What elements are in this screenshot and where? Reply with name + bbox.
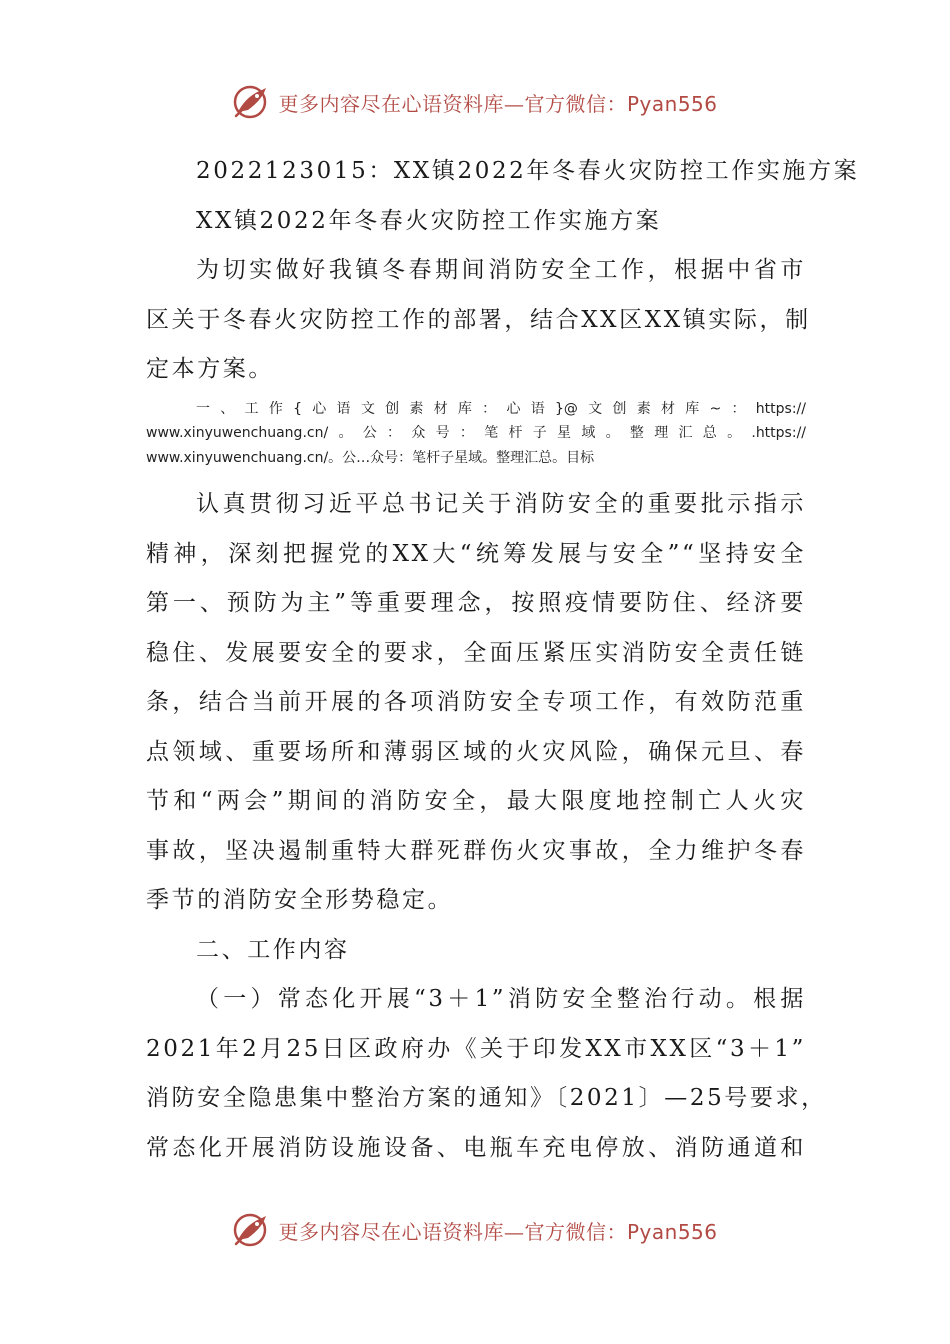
- section-1-line: www.xinyuwenchuang.cn/。公…众号：笔杆子星域。整理汇总。目标: [146, 449, 595, 466]
- section-2-line: 消防安全隐患集中整治方案的通知》〔2021〕—25号要求，: [146, 1085, 827, 1111]
- document-body: [146, 147, 860, 1173]
- pen-nib-logo-icon: [232, 82, 272, 122]
- banner-wechat-id: Pyan556: [626, 1219, 718, 1244]
- section-1-line: 一、工作{心语文创素材库：心语}@文创素材库~：https://: [196, 400, 806, 417]
- goal-line: 稳住、发展要安全的要求，全面压紧压实消防安全责任链: [146, 639, 806, 666]
- intro-line: 为切实做好我镇冬春期间消防安全工作，根据中省市: [196, 257, 806, 283]
- section-1-heading-block: [146, 397, 806, 471]
- goal-line: 事故，坚决遏制重特大群死群伤火灾事故，全力维护冬春: [146, 837, 806, 864]
- goal-line: 点领域、重要场所和薄弱区域的火灾风险，确保元旦、春: [146, 738, 806, 765]
- section-2-line: 2021年2月25日区政府办《关于印发XX市XX区“3＋1”: [146, 1035, 806, 1062]
- goal-line: 条，结合当前开展的各项消防安全专项工作，有效防范重: [146, 689, 806, 715]
- document-title-line-2: XX镇2022年冬春火灾防控工作实施方案: [196, 207, 662, 234]
- goal-line: 季节的消防安全形势稳定。: [146, 887, 454, 913]
- footer-banner: [0, 1208, 950, 1252]
- pen-nib-logo-icon: [232, 1210, 272, 1250]
- section-2-line: （一）常态化开展“3＋1”消防安全整治行动。根据: [196, 986, 806, 1012]
- banner-main-text: 更多内容尽在心语资料库—官方微信：: [278, 91, 627, 116]
- section-2-line: 常态化开展消防设施设备、电瓶车充电停放、消防通道和: [146, 1134, 806, 1161]
- section-1-line: www.xinyuwenchuang.cn/。公：众号：笔杆子星域。整理汇总。.https://: [146, 425, 806, 441]
- section-2-heading: 二、工作内容: [196, 936, 350, 963]
- banner-text: [278, 88, 717, 117]
- banner-text: [278, 1216, 717, 1245]
- intro-line: 定本方案。: [146, 356, 274, 382]
- goal-line: 第一、预防为主”等重要理念，按照疫情要防住、经济要: [146, 590, 806, 616]
- document-title-line-1: 2022123015：XX镇2022年冬春火灾防控工作实施方案: [196, 158, 860, 184]
- header-banner: [0, 80, 950, 124]
- banner-wechat-id: Pyan556: [626, 91, 718, 116]
- goal-line: 节和“两会”期间的消防安全，最大限度地控制亡人火灾: [146, 788, 806, 814]
- intro-line: 区关于冬春火灾防控工作的部署，结合XX区XX镇实际，制: [146, 306, 811, 333]
- goal-line: 认真贯彻习近平总书记关于消防安全的重要批示指示: [196, 491, 806, 517]
- banner-main-text: 更多内容尽在心语资料库—官方微信：: [278, 1219, 627, 1244]
- goal-line: 精神，深刻把握党的XX大“统筹发展与安全”“坚持安全: [146, 540, 806, 567]
